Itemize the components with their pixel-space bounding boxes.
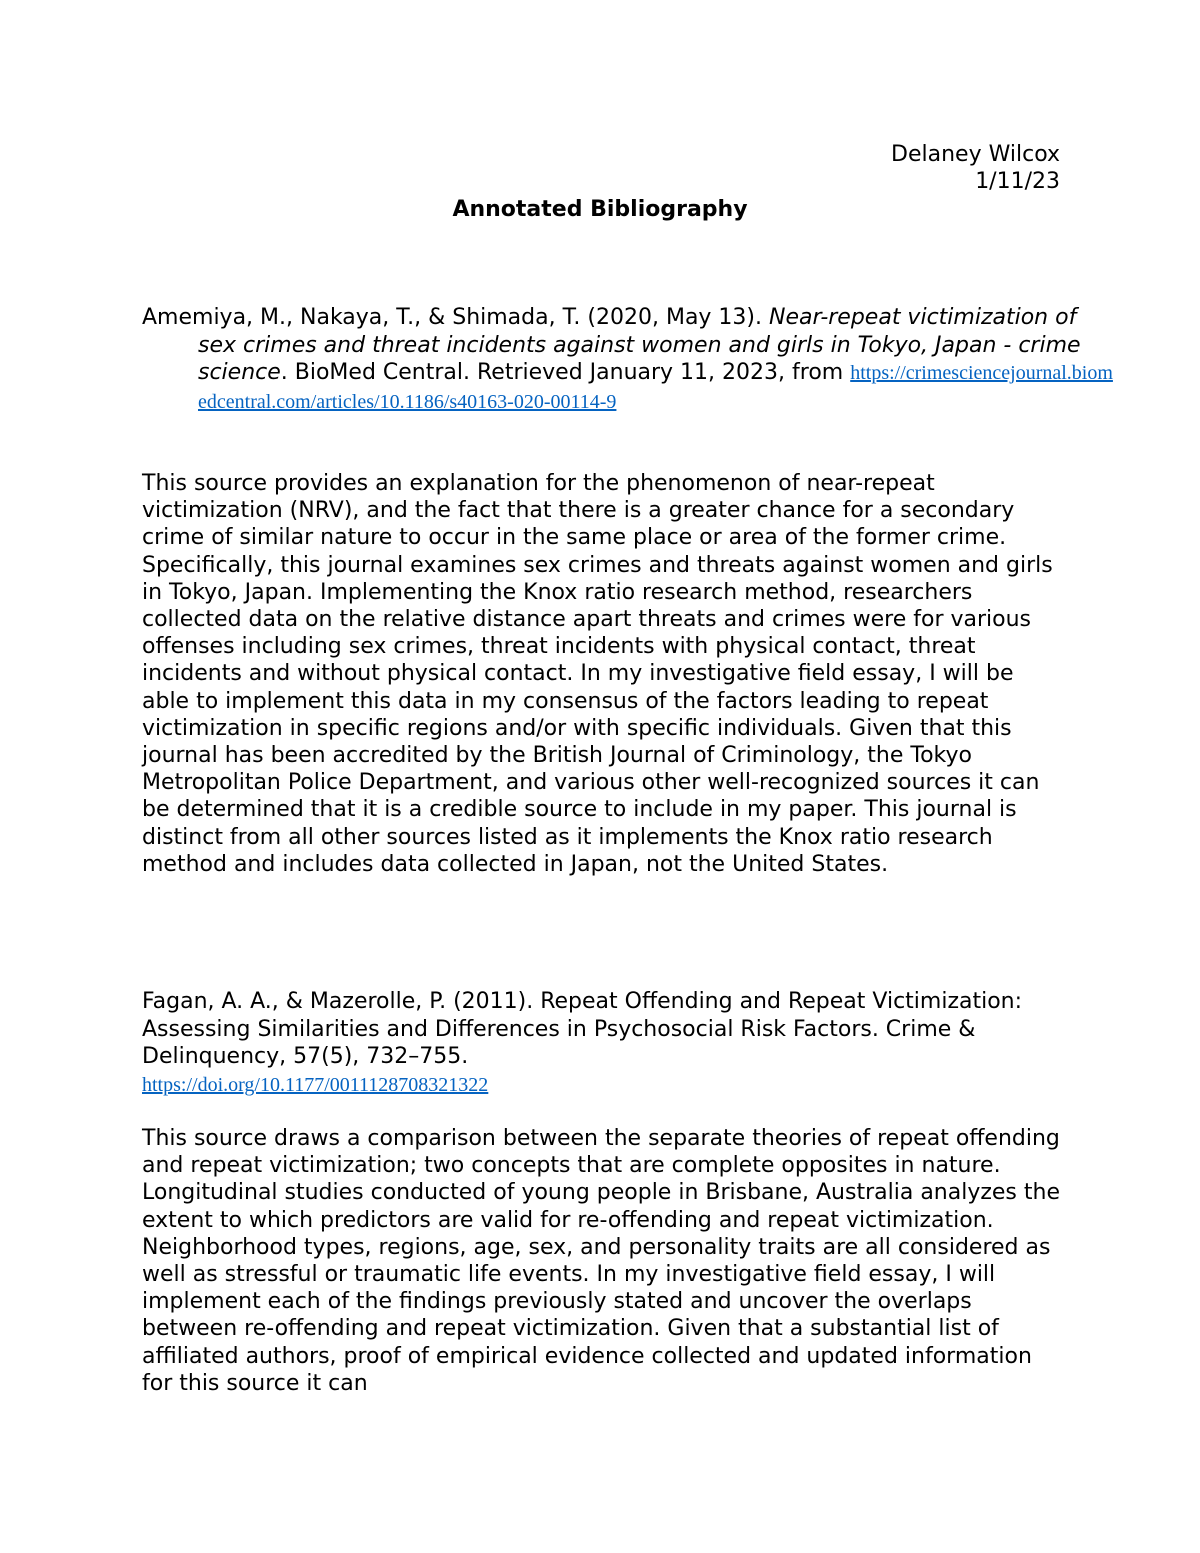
author-name: Delaney Wilcox [891, 142, 1060, 167]
annotation-entry-1: This source provides an explanation for the phenomenon of near-repeat victimization (NRV), and the fact that there is a greater chance for a secondary crime of similar nature to occur in the same place or area of the former crime. Specifically, this journal examines sex crimes and threats against women and girls in Tokyo, Japan. Implementing the Knox ratio research method, researchers collected data on the relative distance apart threats and crimes were for various offenses including sex crimes, threat incidents with physical contact, threat incidents and without physical contact. In my investigative field essay, I will be able to implement this data in my consensus of the factors leading to repeat victimization in specific regions and/or with specific individuals. Given that this journal has been accredited by the British Journal of Criminology, the Tokyo Metropolitan Police Department, and various other well-recognized sources it can be determined that it is a credible source to include in my paper. This journal is distinct from all other sources listed as it implements the Knox ratio research method and includes data collected in Japan, not the United States. [142, 471, 1053, 877]
annotation-entry-2: This source draws a comparison between the separate theories of repeat offending and repeat victimization; two concepts that are complete opposites in nature. Longitudinal studies conducted of young people in Brisbane, Australia analyzes the extent to which predictors are valid for re-offending and repeat victimization. Neighborhood types, regions, age, sex, and personality traits are all considered as well as stressful or traumatic life events. In my investigative field essay, I will implement each of the findings previously stated and uncover the overlaps between re-offending and repeat victimization. Given that a substantial list of affiliated authors, proof of empirical evidence collected and updated information for this source it can [142, 1126, 1060, 1396]
citation-link[interactable]: https://doi.org/10.1177/0011128708321322 [142, 1073, 489, 1096]
citation-publisher: . BioMed Central. Retrieved January 11, 2023, from [280, 360, 851, 385]
citation-entry-2 [142, 988, 1062, 1099]
citation-authors: Amemiya, M., Nakaya, T., & Shimada, T. (2020, May 13). [142, 305, 769, 330]
citation-title: Near-repeat victimization of sex crimes and threat incidents against women and girls in Tokyo, Japan - crime science [198, 305, 1081, 385]
document-date: 1/11/23 [975, 169, 1060, 194]
document-title: Annotated Bibliography [452, 197, 748, 222]
citation-entry-1 [142, 304, 1118, 416]
citation-link[interactable]: https://crimesciencejournal.biomedcentral.com/articles/10.1186/s40163-020-00114-9 [198, 362, 1113, 413]
citation-text: Fagan, A. A., & Mazerolle, P. (2011). Repeat Offending and Repeat Victimization: Assessing Similarities and Differences in Psychosocial Risk Factors. Crime & Delinquency, 57(5), 732–755. [142, 989, 1023, 1069]
